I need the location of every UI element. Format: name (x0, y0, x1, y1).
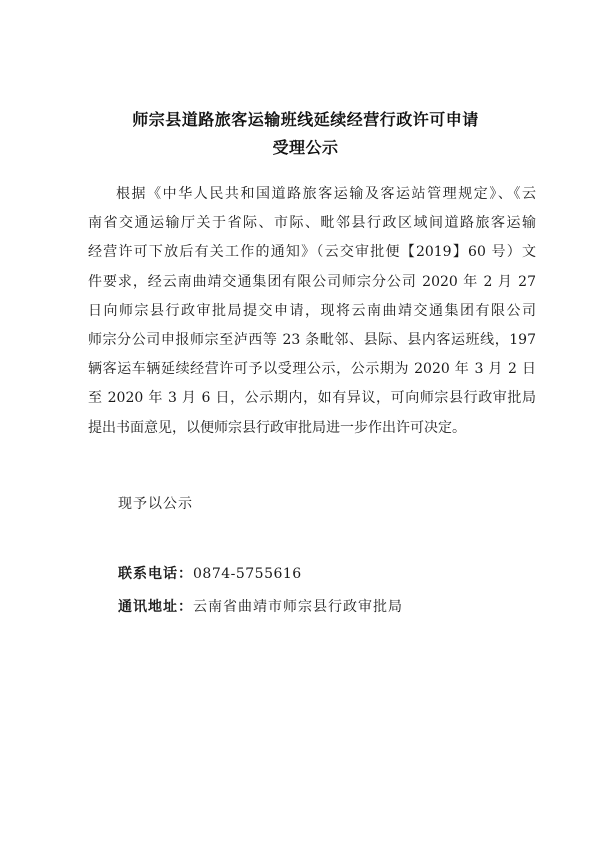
body-line: 师宗分公司申报师宗至泸西等 23 条毗邻、县际、县内客运班线，197 (88, 331, 536, 348)
contact-phone (118, 563, 302, 583)
body-line: 至 2020 年 3 月 6 日，公示期内，如有异议，可向师宗县行政审批局 (88, 390, 536, 407)
body-line: 辆客运车辆延续经营许可予以受理公示，公示期为 2020 年 3 月 2 日 (88, 361, 536, 378)
body-line: 根据《中华人民共和国道路旅客运输及客运站管理规定》、《云 (116, 186, 536, 202)
address-label: 通讯地址： (118, 599, 193, 615)
contact-address (118, 596, 403, 616)
phone-value: 0874-5755616 (193, 566, 302, 582)
document-title: 师宗县道路旅客运输班线延续经营行政许可申请 (132, 110, 479, 129)
address-value: 云南省曲靖市师宗县行政审批局 (193, 599, 403, 615)
phone-label: 联系电话： (118, 566, 193, 582)
body-line: 经营许可下放后有关工作的通知》（云交审批便【2019】60 号）文 (88, 244, 536, 261)
body-line: 提出书面意见，以便师宗县行政审批局进一步作出许可决定。 (88, 419, 466, 436)
document-subtitle: 受理公示 (272, 138, 339, 157)
body-paragraph (88, 180, 536, 443)
notice-text: 现予以公示 (118, 496, 193, 512)
body-line: 日向师宗县行政审批局提交申请，现将云南曲靖交通集团有限公司 (88, 302, 536, 319)
body-line: 件要求，经云南曲靖交通集团有限公司师宗分公司 2020 年 2 月 27 (88, 273, 536, 290)
body-line: 南省交通运输厅关于省际、市际、毗邻县行政区域间道路旅客运输 (88, 215, 536, 232)
